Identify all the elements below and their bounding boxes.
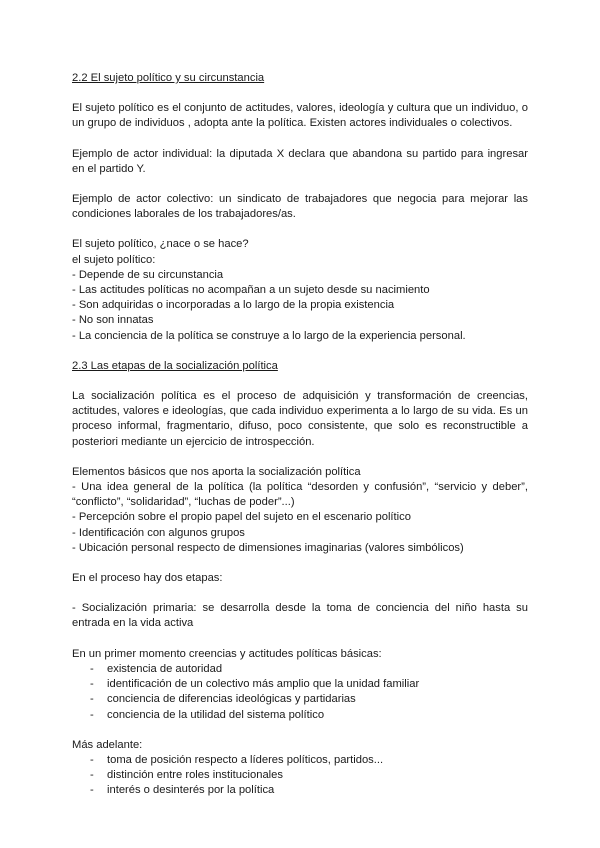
list-item: - Son adquiridas o incorporadas a lo largo de la propia existencia [72, 299, 395, 312]
elements-label: Elementos básicos que nos aporta la socialización política [72, 465, 361, 478]
later-block [72, 738, 528, 799]
list-item: - No son innatas [72, 314, 154, 327]
subject-points-block [72, 237, 528, 343]
list-item: - Ubicación personal respecto de dimensiones imaginarias (valores simbólicos) [72, 541, 464, 554]
list-item: - Las actitudes políticas no acompañan a un sujeto desde su nacimiento [72, 284, 430, 297]
list-label: el sujeto político: [72, 253, 156, 266]
list-item: - Percepción sobre el propio papel del sujeto en el escenario político [72, 511, 411, 524]
list-item: - interés o desinterés por la política [90, 783, 528, 798]
list-item: - existencia de autoridad [90, 662, 528, 677]
list-item: - Identificación con algunos grupos [72, 526, 245, 539]
elements-block [72, 465, 528, 556]
paragraph-stages-intro: En el proceso hay dos etapas: [72, 572, 223, 585]
list-item: - Depende de su circunstancia [72, 268, 224, 281]
paragraph-example-individual: Ejemplo de actor individual: la diputada X declara que abandona su partido para ingresar en el partido Y. [72, 147, 528, 175]
list-item: - Una idea general de la política (la política “desorden y confusión”, “servicio y deber”, “conflicto”, “solidaridad”, “luchas de poder”...) [72, 481, 528, 509]
list-item: - conciencia de la utilidad del sistema político [90, 708, 528, 723]
paragraph-example-collective: Ejemplo de actor colectivo: un sindicato de trabajadores que negocia para mejorar las condiciones laborales de los trabajadores/as. [72, 193, 528, 221]
section-heading-socializacion: 2.3 Las etapas de la socialización política [72, 359, 278, 372]
list-item: - distinción entre roles institucionales [90, 768, 528, 783]
list-item: - conciencia de diferencias ideológicas y partidarias [90, 692, 528, 707]
list-item: - La conciencia de la política se construye a lo largo de la experiencia personal. [72, 329, 466, 342]
paragraph-definition: El sujeto político es el conjunto de actitudes, valores, ideología y cultura que un individuo, o un grupo de individuos , adopta ante la política. Existen actores individuales o colectivos. [72, 102, 528, 130]
paragraph-primary-socialization: - Socialización primaria: se desarrolla desde la toma de conciencia del niño hasta su entrada en la vida activa [72, 602, 528, 630]
first-moment-block [72, 647, 528, 723]
section-heading-sujeto-politico: 2.2 El sujeto político y su circunstancia [72, 72, 265, 84]
question-line: El sujeto político, ¿nace o se hace? [72, 238, 249, 251]
later-list [72, 753, 528, 799]
first-moment-label: En un primer momento creencias y actitudes políticas básicas: [72, 647, 382, 660]
first-moment-list [72, 662, 528, 723]
paragraph-socialization-definition: La socialización política es el proceso de adquisición y transformación de creencias, actitudes, valores e ideologías, que cada individuo experimenta a lo largo de su vida. Es un proceso informal, fragmentario, difuso, poco consistente, que solo es reconstructible a posteriori mediante un ejercicio de introspección. [72, 390, 528, 448]
list-item: - identificación de un colectivo más amplio que la unidad familiar [90, 677, 528, 692]
list-item: - toma de posición respecto a líderes políticos, partidos... [90, 753, 528, 768]
later-label: Más adelante: [72, 738, 143, 751]
